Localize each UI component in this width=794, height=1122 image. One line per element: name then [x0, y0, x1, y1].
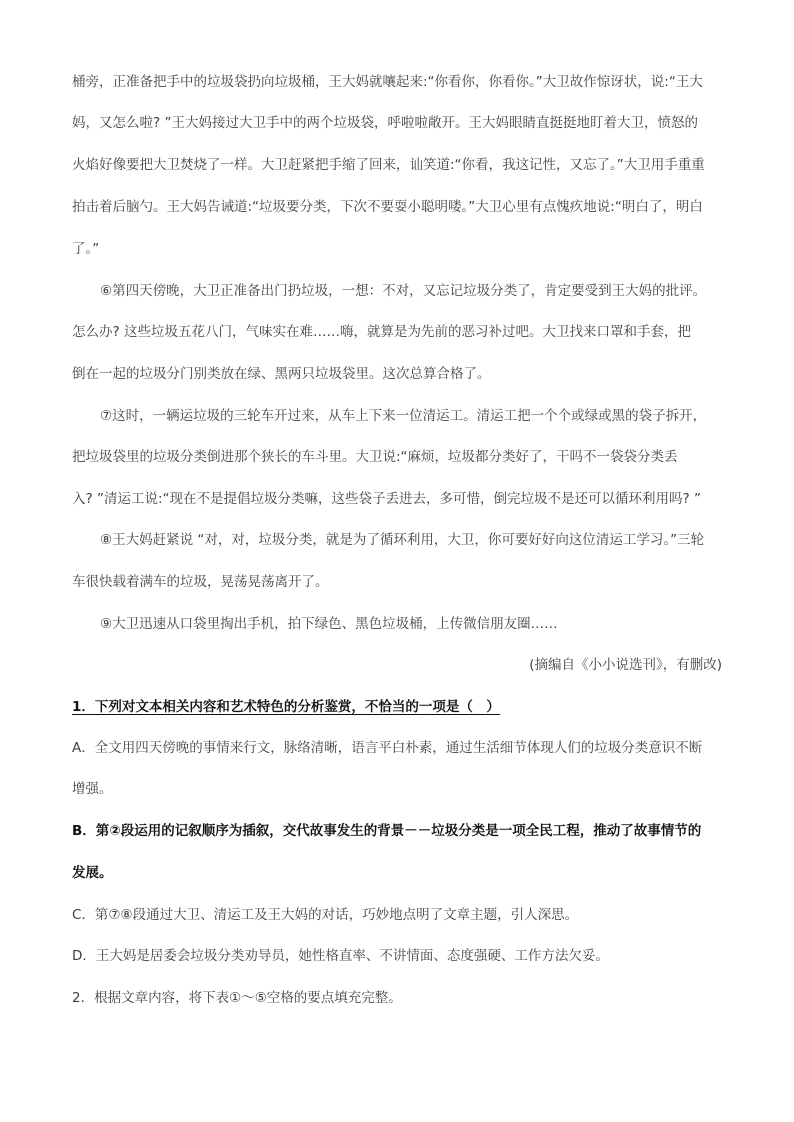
paragraph-7-line-1: ⑦这时，一辆运垃圾的三轮车开过来，从车上下来一位清运工。清运工把一个个或绿或黑的袋子拆开，: [100, 408, 707, 424]
option-b-line-2: 发展。: [72, 865, 113, 881]
paragraph-6-line-1: ⑥第四天傍晚，大卫正准备出门扔垃圾，一想：不对，又忘记垃圾分类了，肯定要受到王大妈的批评。: [100, 283, 707, 299]
question-1-stem: 1．下列对文本相关内容和艺术特色的分析鉴赏，不恰当的一项是（ ）: [72, 699, 500, 715]
source-note: (摘编自《小小说选刊》，有删改): [529, 657, 722, 673]
paragraph-5-line-5: 了。”: [72, 241, 100, 257]
option-a-line-1: A．全文用四天傍晚的事情来行文，脉络清晰，语言平白朴素，通过生活细节体现人们的垃圾分类意识不断: [72, 740, 703, 756]
option-a-line-2: 增强。: [72, 781, 113, 797]
paragraph-7-line-3: 入? ”清运工说:“现在不是提倡垃圾分类嘛，这些袋子丢进去，多可惜，倒完垃圾不是还可以循环利用吗? ”: [72, 491, 701, 507]
paragraph-6-line-3: 倒在一起的垃圾分门别类放在绿、黑两只垃圾袋里。这次总算合格了。: [72, 366, 491, 382]
paragraph-5-line-3: 火焰好像要把大卫焚烧了一样。大卫赶紧把手缩了回来，讪笑道:“你看，我这记性，又忘了。”大卫用手重重: [72, 157, 705, 173]
paragraph-8-line-1: ⑧王大妈赶紧说 “对，对，垃圾分类，就是为了循环利用，大卫，你可要好好向这位清运工学习。”三轮: [100, 532, 705, 548]
paragraph-8-line-2: 车很快载着满车的垃圾，晃荡晃荡离开了。: [72, 574, 329, 590]
paragraph-7-line-2: 把垃圾袋里的垃圾分类倒进那个狭长的车斗里。大卫说:“麻烦，垃圾都分类好了，干吗不一袋袋分类丢: [72, 449, 678, 465]
paragraph-5-line-1: 桶旁，正准备把手中的垃圾袋扔向垃圾桶，王大妈就嚷起来:“你看你，你看你。”大卫故作惊讶状，说:“王大: [72, 74, 703, 90]
paragraph-6-line-2: 怎么办? 这些垃圾五花八门，气味实在难……嗨，就算是为先前的恶习补过吧。大卫找来口罩和手套，把: [72, 324, 691, 340]
paragraph-5-line-2: 妈，又怎么啦? ”王大妈接过大卫手中的两个垃圾袋，呼啦啦敞开。王大妈眼睛直挺挺地盯着大卫，愤怒的: [72, 115, 698, 131]
option-d: D．王大妈是居委会垃圾分类劝导员，她性格直率、不讲情面、态度强硬、工作方法欠妥。: [72, 948, 609, 964]
paragraph-5-line-4: 拍击着后脑勺。王大妈告诫道:“垃圾要分类，下次不要耍小聪明喽。”大卫心里有点愧疚地说:“明白了，明白: [72, 199, 703, 215]
question-2-stem: 2．根据文章内容，将下表①～⑤空格的要点填充完整。: [72, 990, 402, 1006]
option-c: C．第⑦⑧段通过大卫、清运工及王大妈的对话，巧妙地点明了文章主题，引人深思。: [72, 907, 579, 923]
paragraph-9-line-1: ⑨大卫迅速从口袋里掏出手机，拍下绿色、黑色垃圾桶，上传微信朋友圈……: [100, 616, 558, 632]
option-b-line-1: B．第②段运用的记叙顺序为插叙，交代故事发生的背景－－垃圾分类是一项全民工程，推动了故事情节的: [72, 823, 702, 839]
